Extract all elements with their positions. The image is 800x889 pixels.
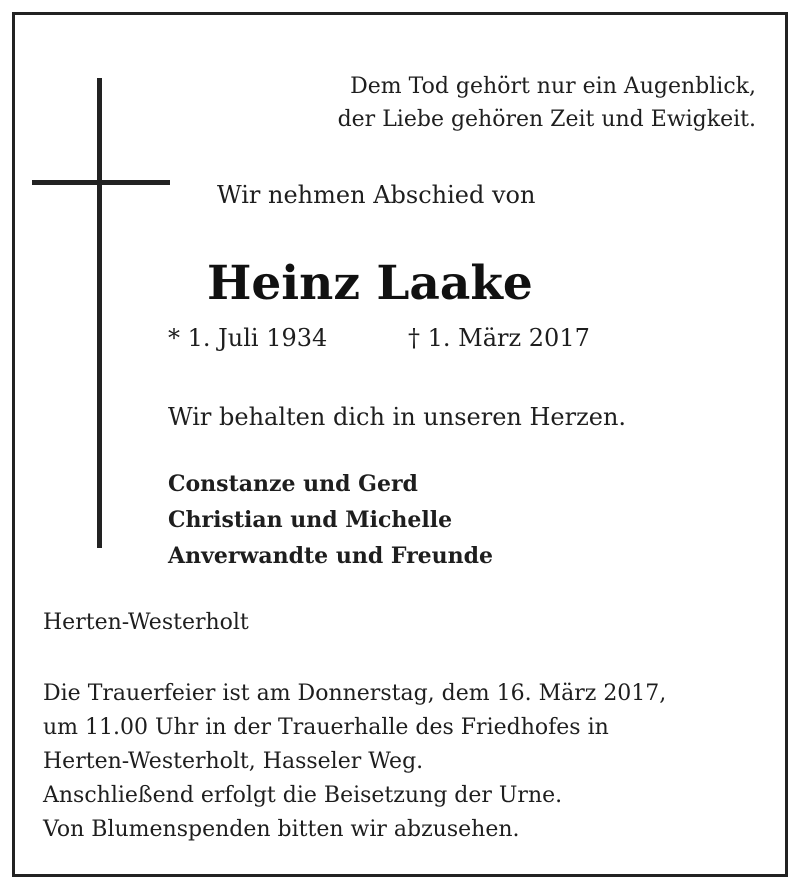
memorial-quote xyxy=(338,70,756,136)
service-line: Herten-Westerholt, Hasseler Weg. xyxy=(43,749,424,774)
location: Herten-Westerholt xyxy=(43,610,249,635)
birth-date: * 1. Juli 1934 xyxy=(168,324,328,352)
mourner-entry: Anverwandte und Freunde xyxy=(168,543,494,569)
service-line: Von Blumenspenden bitten wir abzusehen. xyxy=(43,817,520,842)
quote-line: Dem Tod gehört nur ein Augenblick, xyxy=(350,74,756,99)
quote-line: der Liebe gehören Zeit und Ewigkeit. xyxy=(337,107,756,132)
mourner-entry: Constanze und Gerd xyxy=(168,471,418,497)
mourner-entry: Christian und Michelle xyxy=(168,507,453,533)
farewell-intro: Wir nehmen Abschied von xyxy=(217,181,536,209)
remembrance-line: Wir behalten dich in unseren Herzen. xyxy=(168,403,627,431)
service-line: um 11.00 Uhr in der Trauerhalle des Friedhofes in xyxy=(43,715,609,740)
cross-vertical-bar xyxy=(97,78,102,548)
mourners-list xyxy=(168,466,493,574)
service-line: Anschließend erfolgt die Beisetzung der Urne. xyxy=(43,783,563,808)
death-date: † 1. März 2017 xyxy=(408,324,590,352)
cross-horizontal-bar xyxy=(32,180,170,185)
service-details xyxy=(43,677,666,847)
deceased-name: Heinz Laake xyxy=(207,256,533,311)
service-line: Die Trauerfeier ist am Donnerstag, dem 16. März 2017, xyxy=(43,681,667,706)
